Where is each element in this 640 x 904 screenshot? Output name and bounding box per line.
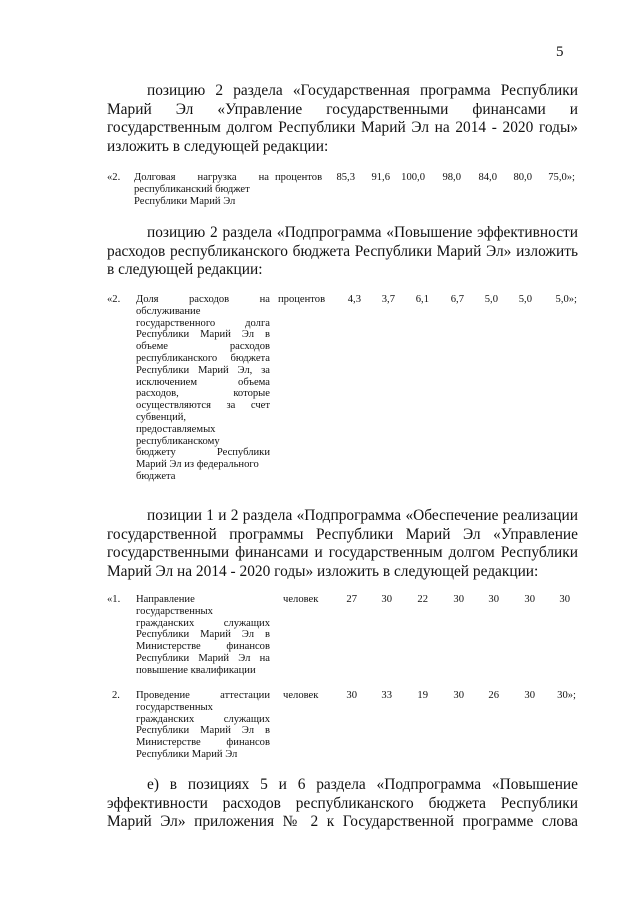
- value-2020: 75,0»;: [548, 172, 575, 183]
- para-line: Марий Эл» приложения № 2 к Государственной программе слова: [107, 813, 578, 831]
- para-line: позицию 2 раздела «Государственная программа Республики: [147, 82, 578, 99]
- value-2020: 30»;: [557, 690, 576, 701]
- value-2018: 84,0: [478, 172, 497, 183]
- paragraph-4: [107, 776, 578, 832]
- value-2015: 91,6: [371, 172, 390, 183]
- indicator-name: Проведение аттестации государственных гражданских служащих Республики Марий Эл в Министерстве финансов Республики Марий Эл: [136, 690, 270, 760]
- table-row: [107, 172, 587, 212]
- value-2016: 19: [417, 690, 428, 701]
- value-2020: 5,0»;: [555, 294, 577, 305]
- value-2015: 30: [381, 594, 392, 605]
- value-2014: 27: [346, 594, 357, 605]
- value-2016: 100,0: [401, 172, 425, 183]
- paragraph-3: [107, 507, 578, 581]
- value-2018: 30: [488, 594, 499, 605]
- table-1: [107, 172, 587, 212]
- indicator-name: Доля расходов на обслуживание государственного долга Республики Марий Эл в объеме расходов республиканского бюджета Республики Марий Эл, за исключением объема расходов, которые осуществляются за счет субвенций, предоставляемых республиканскому бюджету Республики Марий Эл из федерального бюджета: [136, 294, 270, 482]
- table-row: [107, 594, 587, 684]
- page-number: 5: [556, 44, 564, 60]
- para-line: расходов республиканского бюджета Республики Марий Эл» изложить: [107, 242, 578, 260]
- value-2020: 30: [559, 594, 570, 605]
- indicator-name: Направление государственных гражданских служащих Республики Марий Эл в Министерстве финансов Республики Марий Эл на повышение квалификации: [136, 594, 270, 676]
- value-2018: 5,0: [484, 294, 498, 305]
- unit: процентов: [275, 172, 323, 183]
- value-2019: 30: [524, 690, 535, 701]
- table-2: [107, 294, 587, 494]
- value-2014: 30: [346, 690, 357, 701]
- value-2019: 80,0: [513, 172, 532, 183]
- indicator-name: Долговая нагрузка на республиканский бюджет Республики Марий Эл: [134, 172, 269, 207]
- row-number: «2.: [107, 294, 121, 305]
- value-2018: 26: [488, 690, 499, 701]
- para-line: Марий Эл на 2014 - 2020 годы» изложить в следующей редакции:: [107, 562, 539, 580]
- para-line: в следующей редакции:: [107, 261, 263, 279]
- value-2017: 98,0: [442, 172, 461, 183]
- value-2014: 4,3: [347, 294, 361, 305]
- row-number: «1.: [107, 594, 121, 605]
- value-2019: 30: [524, 594, 535, 605]
- table-row: [107, 294, 587, 494]
- row-number: «2.: [107, 172, 121, 183]
- value-2016: 6,1: [415, 294, 429, 305]
- unit: человек: [283, 690, 319, 701]
- para-line: государственным долгом Республики Марий Эл на 2014 - 2020 годы»: [107, 119, 578, 137]
- para-line: изложить в следующей редакции:: [107, 137, 329, 155]
- value-2017: 30: [453, 690, 464, 701]
- para-line: государственными финансами и государственным долгом Республики: [107, 544, 578, 562]
- value-2017: 30: [453, 594, 464, 605]
- para-line: е) в позициях 5 и 6 раздела «Подпрограмма «Повышение: [147, 776, 578, 793]
- value-2015: 33: [381, 690, 392, 701]
- para-line: Марий Эл «Управление государственными финансами и: [107, 100, 578, 118]
- value-2019: 5,0: [518, 294, 532, 305]
- para-line: позиции 1 и 2 раздела «Подпрограмма «Обеспечение реализации: [147, 507, 578, 524]
- para-line: государственной программы Республики Марий Эл «Управление: [107, 525, 578, 543]
- value-2016: 22: [417, 594, 428, 605]
- table-row: [107, 690, 587, 762]
- row-number: 2.: [112, 690, 120, 701]
- value-2014: 85,3: [336, 172, 355, 183]
- para-line: эффективности расходов республиканского бюджета Республики: [107, 794, 578, 812]
- table-3: [107, 594, 587, 764]
- paragraph-1: [107, 82, 578, 156]
- unit: процентов: [278, 294, 326, 305]
- value-2017: 6,7: [450, 294, 464, 305]
- paragraph-2: [107, 224, 578, 280]
- unit: человек: [283, 594, 319, 605]
- value-2015: 3,7: [381, 294, 395, 305]
- para-line: позицию 2 раздела «Подпрограмма «Повышение эффективности: [147, 224, 578, 241]
